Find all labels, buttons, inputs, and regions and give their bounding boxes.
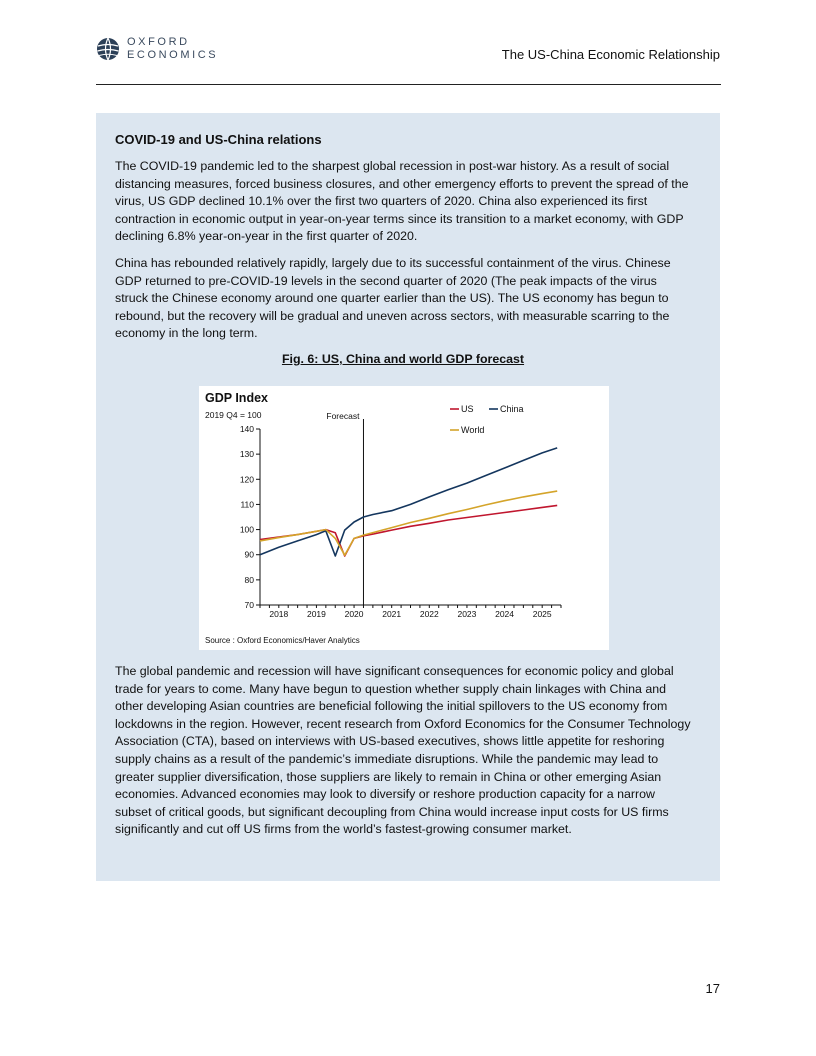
page-number: 17 — [705, 981, 720, 996]
x-tick-label: 2021 — [382, 609, 402, 619]
legend-label-us: US — [461, 404, 474, 414]
y-tick-label: 110 — [240, 499, 254, 510]
x-tick-label: 2018 — [269, 609, 289, 619]
paragraph-3: The global pandemic and recession will have significant consequences for economic policy and global trade for years to come. Many have begun to question whether supply chain linkages with China and other developing Asian countries are beneficial following the initial spillovers to the US economy from lockdowns in the region. However, recent research from Oxford Economics for the Consumer Technology Association (CTA), based on interviews with US-based executives, shows little appetite for reshoring supply chains as a result of the pandemic’s immediate disruptions. While the pandemic may lead to greater supplier diversification, those suppliers are likely to remain in China or other emerging Asian economies. Advanced economies may look to diversify or reshore production capacity for a narrow subset of critical goods, but significant decoupling from China would increase input costs for US firms significantly and cut off US firms from the world’s fastest-growing consumer market. — [115, 664, 691, 837]
y-tick-label: 90 — [244, 549, 254, 560]
logo-line-2: ECONOMICS — [127, 49, 219, 61]
figure-title: Fig. 6: US, China and world GDP forecast — [281, 351, 525, 366]
paragraph-2: China has rebounded relatively rapidly, largely due to its successful containment of the virus. Chinese GDP returned to pre-COVID-19 levels in the second quarter of 2020 (The peak impacts of the virus struck the Chinese economy around one quarter earlier than the US). The US economy has begun to rebound, but the recovery will be gradual and uneven across sectors, with measurable scarring to the economy in the long term. — [115, 255, 671, 341]
gdp-chart-svg — [199, 386, 609, 650]
oxford-economics-logo — [96, 34, 226, 66]
series-line-us — [260, 505, 557, 556]
chart-title: GDP Index — [205, 391, 268, 405]
y-tick-label: 140 — [239, 424, 254, 434]
x-tick-label: 2023 — [457, 609, 477, 619]
y-tick-label: 100 — [239, 524, 254, 535]
forecast-label: Forecast — [326, 411, 360, 421]
series-line-world — [260, 491, 557, 555]
legend-label-china: China — [500, 404, 524, 414]
paragraph-1: The COVID-19 pandemic led to the sharpest global recession in post-war history. As a result of social distancing measures, forced business closures, and other emergency efforts to prevent the spread of the virus, US GDP declined 10.1% over the first two quarters of 2020. China also experienced its first contraction in economic output in year-on-year terms since its transition to a market economy, with GDP declining 6.8% year-on-year in the first quarter of 2020. — [115, 159, 689, 244]
y-tick-label: 130 — [239, 449, 254, 460]
x-tick-label: 2020 — [344, 609, 364, 619]
x-tick-label: 2024 — [495, 609, 515, 619]
gdp-chart — [199, 386, 609, 650]
header-divider — [96, 84, 721, 85]
chart-source: Source : Oxford Economics/Haver Analytics — [205, 636, 360, 645]
globe-logo-icon — [96, 37, 120, 61]
logo-wordmark — [127, 36, 218, 62]
y-tick-label: 120 — [239, 474, 254, 485]
y-tick-label: 80 — [244, 574, 254, 585]
x-tick-label: 2025 — [532, 609, 552, 619]
series-line-china — [260, 448, 557, 556]
chart-subtitle: 2019 Q4 = 100 — [205, 410, 262, 420]
legend-label-world: World — [461, 425, 485, 435]
box-heading: COVID-19 and US-China relations — [115, 132, 322, 147]
x-tick-label: 2022 — [419, 609, 439, 619]
x-tick-label: 2019 — [306, 609, 326, 619]
document-title: The US-China Economic Relationship — [501, 47, 720, 62]
logo-line-1: OXFORD — [127, 36, 190, 48]
y-tick-label: 70 — [244, 600, 254, 610]
